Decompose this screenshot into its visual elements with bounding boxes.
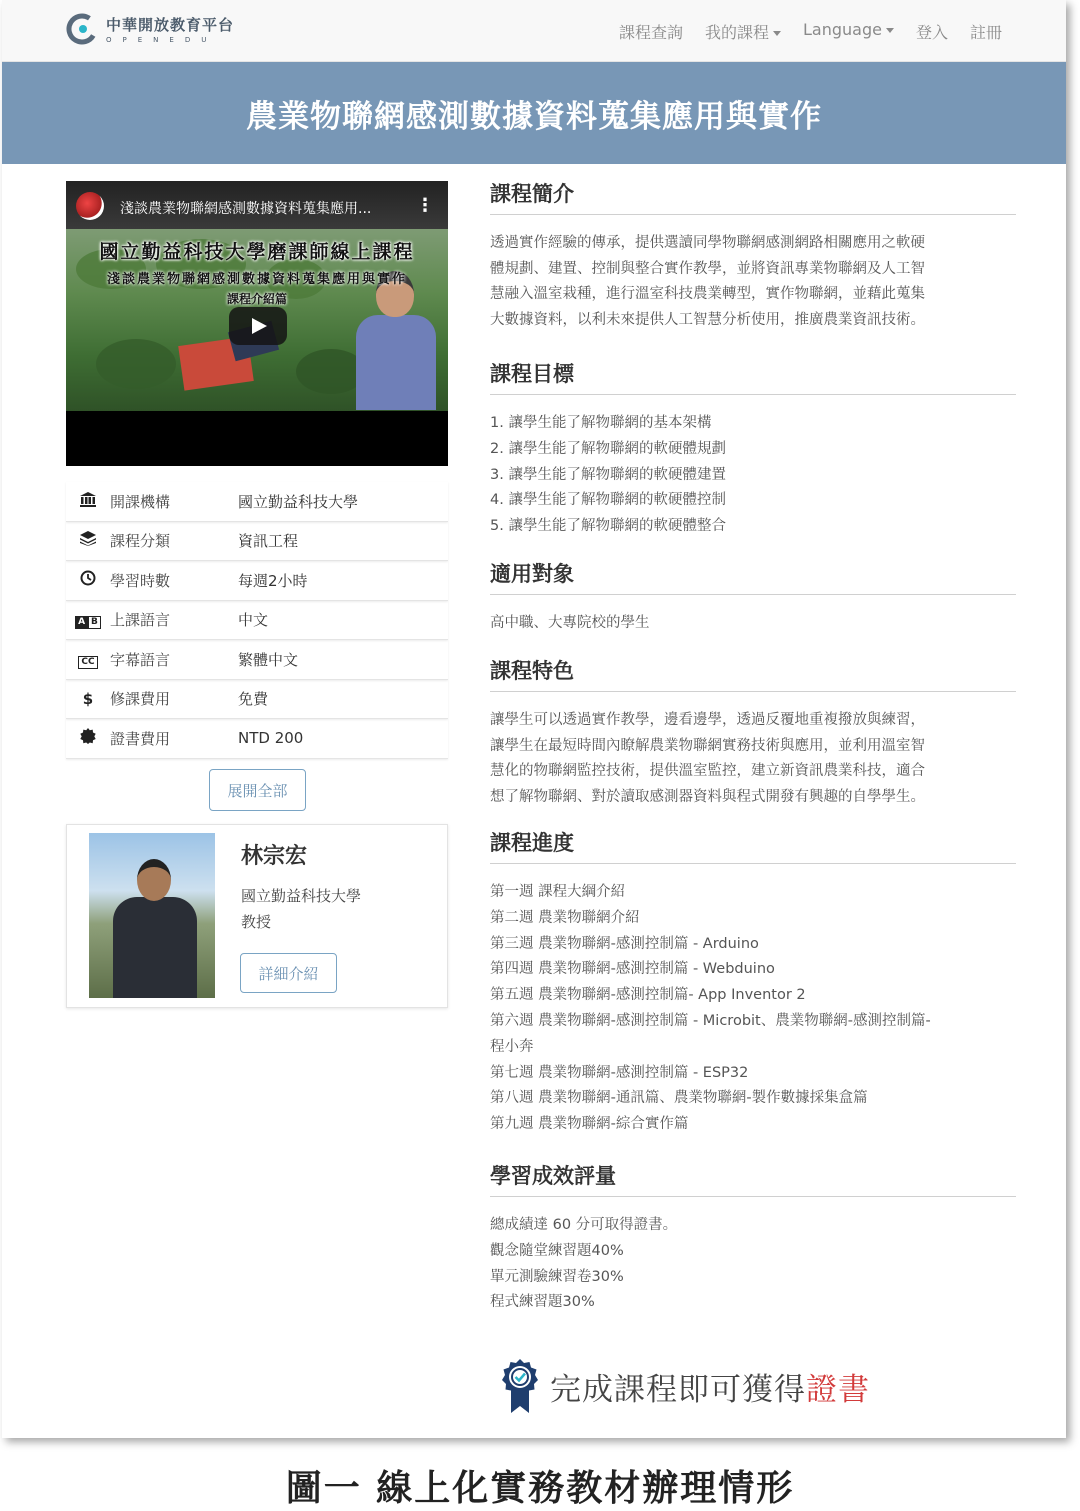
list-item: 第五週 農業物聯網-感測控制篇- App Inventor 2 [490,987,806,1004]
info-row-subtitle: CC 字幕語言 繁體中文 [66,640,448,680]
audience-text: 高中職、大專院校的學生 [490,615,650,631]
list-item: 觀念隨堂練習題40% [490,1242,624,1259]
course-content [490,178,1016,1316]
video-headline: 國立勤益科技大學磨課師線上課程 淺談農業物聯網感測數據資料蒐集應用與實作 課程介紹篇 [99,241,415,306]
logo-subtext: OPENEDU [106,36,218,44]
caption-icon: CC [66,650,110,669]
nav-links [619,20,1002,43]
section-features [490,655,1016,827]
section-title: 課程進度 [490,827,1016,864]
language-icon: A B [66,610,110,629]
section-assessment [490,1160,1016,1316]
nav-my-courses[interactable]: 我的課程 [705,20,781,43]
info-row-institution: 開課機構 國立勤益科技大學 [66,482,448,522]
list-item: 第三週 農業物聯網-感測控制篇 - Arduino [490,935,759,952]
teacher-detail-button[interactable]: 詳細介紹 [240,953,337,993]
section-audience [490,558,1016,655]
teacher-title: 教授 [241,913,272,931]
course-info-table [66,482,448,759]
expand-all-button[interactable]: 展開全部 [209,769,306,811]
list-item: 總成績達 60 分可取得證書。 [490,1217,678,1233]
info-row-category: 課程分類 資訊工程 [66,522,448,562]
section-schedule [490,827,1016,1160]
list-item: 第八週 農業物聯網-通訊篇、農業物聯網-製作數據採集盒篇 [490,1090,868,1107]
list-item: 第一週 課程大綱介紹 [490,884,626,900]
video-title-bar [66,181,448,229]
logo-text: 中華開放教育平台 [106,16,235,34]
channel-avatar[interactable] [76,192,104,220]
section-goals [490,358,1016,558]
certificate-badge-icon [500,1357,540,1415]
list-item: 第六週 農業物聯網-感測控制篇 - Microbit、農業物聯網-感測控制篇- [490,1012,931,1029]
video-title[interactable]: 淺談農業物聯網感測數據資料蒐集應用... [120,201,372,217]
page-title: 農業物聯網感測數據資料蒐集應用與實作 [246,98,822,135]
list-item: 第九週 農業物聯網-綜合實作篇 [490,1116,689,1133]
info-row-language: A B 上課語言 中文 [66,601,448,641]
list-item: 1. 讓學生能了解物聯網的基本架構 [490,415,712,431]
teacher-name: 林宗宏 [241,844,308,869]
navbar [2,0,1066,62]
layers-icon [66,531,110,550]
info-row-hours: 學習時數 每週2小時 [66,561,448,601]
nav-course-search[interactable]: 課程查詢 [618,23,683,42]
badge-icon [66,728,110,748]
info-row-fee: $ 修課費用 免費 [66,680,448,720]
list-item: 3. 讓學生能了解物聯網的軟硬體建置 [490,466,726,483]
list-item: 第七週 農業物聯網-感測控制篇 - ESP32 [490,1064,749,1081]
certificate-emphasis: 證書 [806,1371,870,1408]
certificate-text: 完成課程即可獲得證書 [550,1371,870,1408]
section-title: 課程簡介 [490,178,1016,215]
logo-mark-icon [66,12,100,46]
section-title: 課程目標 [490,358,1016,395]
list-item: 第四週 農業物聯網-感測控制篇 - Webduino [490,961,775,978]
list-item: 程式練習題30% [490,1294,595,1311]
section-title: 課程特色 [490,655,1016,692]
intro-text: 透過實作經驗的傳承，提供選讀同學物聯網感測網路相關應用之軟硬 體規劃、建置、控制與整合實作教學，並將資訊專業物聯網及人工智 慧融入溫室栽種，進行溫室科技農業轉型，實作物聯網，並藉此蒐集 大數據資料，以利未來提供人工智慧分析使用，推廣農業資訊技術。 [490,235,925,328]
play-button[interactable] [229,307,287,345]
course-banner [2,62,1066,164]
clock-icon [66,570,110,590]
features-text: 讓學生可以透過實作教學，邊看邊學，透過反覆地重複撥放與練習， 讓學生在最短時間內瞭解農業物聯網實務技術與應用，並利用溫室智 慧化的物聯網監控技術，提供溫室監控，建立新資訊農業科技，適合 想了解物聯網、對於讀取感測器資料與程式開發有興趣的自學學生。 [490,712,925,805]
section-intro [490,178,1016,358]
dollar-icon: $ [82,689,94,708]
certificate-banner [500,1357,870,1415]
teacher-organization: 國立勤益科技大學 [241,887,362,905]
nav-register[interactable]: 註冊 [969,23,1002,42]
teacher-card [66,824,448,1008]
nav-login[interactable]: 登入 [915,23,948,42]
site-logo[interactable] [66,12,234,46]
nav-language[interactable]: Language [803,20,894,43]
section-title: 學習成效評量 [490,1160,1016,1197]
teacher-photo [89,833,215,998]
list-item: 4. 讓學生能了解物聯網的軟硬體控制 [490,492,726,509]
list-item: 程小奔 [490,1038,534,1055]
list-item: 單元測驗練習卷30% [490,1268,624,1285]
course-video[interactable] [66,181,448,466]
caret-down-icon [886,28,894,33]
section-title: 適用對象 [490,558,1016,595]
figure-caption: 圖一 線上化實務教材辦理情形 [285,1468,795,1509]
institution-icon [66,492,110,511]
list-item: 第二週 農業物聯網介紹 [490,909,640,926]
list-item: 2. 讓學生能了解物聯網的軟硬體規劃 [490,440,726,457]
caret-down-icon [773,31,781,36]
browser-page [2,0,1066,1438]
list-item: 5. 讓學生能了解物聯網的軟硬體整合 [490,518,726,535]
info-row-certificate-fee: 證書費用 NTD 200 [66,719,448,759]
more-vert-icon[interactable]: ⋮ [416,195,434,216]
